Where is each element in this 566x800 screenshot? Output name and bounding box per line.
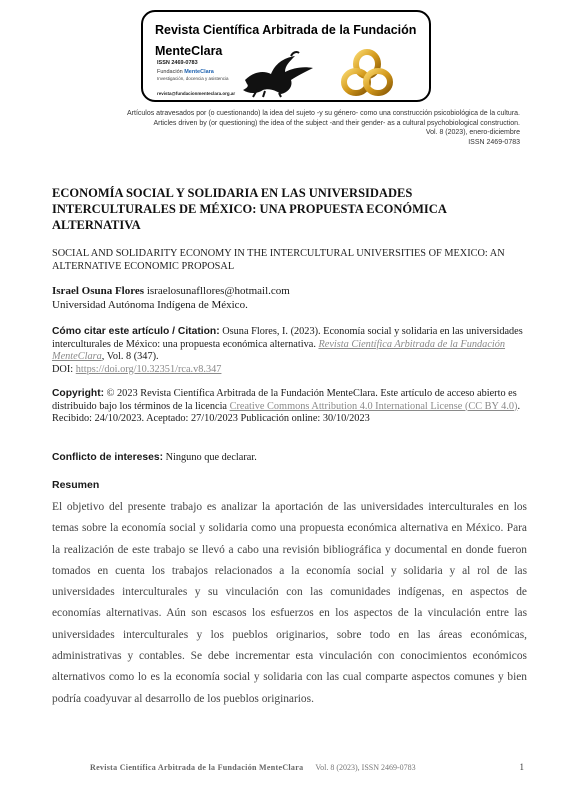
page-footer [90,763,416,772]
pegasus-icon [235,50,317,98]
logo-foundation-prefix: Fundación [157,69,185,75]
running-header-en: Articles driven by (or questioning) the idea of the subject -and their gender- as a cultural psychobiological construction. [153,119,520,127]
article-title-en: SOCIAL AND SOLIDARITY ECONOMY IN THE INTERCULTURAL UNIVERSITIES OF MEXICO: AN ALTERNATIVE ECONOMIC PROPOSAL [52,248,505,272]
citation-journal-link[interactable]: Revista Científica Arbitrada de la Fundación MenteClara [52,338,506,362]
doi-label: DOI: [52,363,74,375]
author-affiliation: Universidad Autónoma Indígena de México. [52,299,248,311]
doi-link[interactable]: https://doi.org/10.32351/rca.v8.347 [75,363,222,375]
running-header-es: Artículos atravesados por (o cuestionando) la idea del sujeto -y su género- como una construcción psicobiológica de la cultura. [127,110,520,117]
page-number: 1 [519,762,524,772]
golden-knot-icon [337,48,397,98]
conflict-of-interest [52,452,257,465]
citation-text: Osuna Flores, I. (2023). Economía social y solidaria en las universidades interculturales de México: una propuesta económica alternativa. [52,326,523,350]
conflict-label: Conflicto de intereses: [52,452,163,463]
citation-block [52,326,527,376]
running-header-issn: ISSN 2469-0783 [468,138,520,146]
logo-issn: ISSN 2469-0783 [157,60,198,66]
running-header [50,109,520,147]
abstract-heading: Resumen [52,479,100,491]
journal-logo [141,10,431,102]
copyright-end: . [517,400,521,412]
logo-foundation-name: MenteClara [184,69,214,75]
copyright-text: © 2023 Revista Científica Arbitrada de la Fundación MenteClara. Este artículo de acceso abierto es distribuido bajo los términos de la licencia [52,388,517,412]
logo-subtitle: Investigación, docencia y asistencia [157,76,229,81]
footer-volume: Vol. 8 (2023), ISSN 2469-0783 [315,763,416,772]
logo-email: revista@fundacionmenteclara.org.ar [157,91,236,96]
logo-title: Revista Científica Arbitrada de la Fundación MenteClara [155,23,417,58]
copyright-label: Copyright: [52,388,105,399]
citation-volume: , Vol. 8 (347). [101,351,159,362]
abstract-text: El objetivo del presente trabajo es analizar la aportación de las universidades interculturales en los temas sobre la economía social y solidaria como una propuesta económica alternativa en México. Para la realización de este trabajo se llevó a cabo una revisión bibliográfica y documental en donde fueron tomados en cuenta los trabajos relacionados a la economía social y solidaria y al rol de las universidades interculturales y su vinculación con las comunidades indígenas, en aspectos de economías alternativas. Aún son escasos los esfuerzos en los aspectos de la vinculación entre las universidades interculturales y los pueblos originarios, sobre todo en las áreas económicas, administrativas y contables. Se debe incrementar esta vinculación con conocimientos económicos alternativos como lo es la economía social y solidaria con las cual comparte aspectos comunes y bien podría coadyuvar al desarrollo de los pueblos originarios. [52,501,527,705]
license-link[interactable]: Creative Commons Attribution 4.0 International License (CC BY 4.0) [229,400,518,412]
citation-label: Cómo citar este artículo / Citation: [52,326,220,337]
article-title-es: ECONOMÍA SOCIAL Y SOLIDARIA EN LAS UNIVERSIDADES INTERCULTURALES DE MÉXICO: UNA PROPUESTA ECONÓMICA ALTERNATIVA [52,186,447,232]
copyright-block [52,388,527,426]
author-line [52,284,290,298]
article-dates: Recibido: 24/10/2023. Aceptado: 27/10/2023 Publicación online: 30/10/2023 [52,413,370,424]
author-email[interactable]: israelosunafllores@hotmail.com [146,285,290,297]
conflict-text: Ninguno que declarar. [165,452,257,463]
footer-journal: Revista Científica Arbitrada de la Fundación MenteClara [90,763,304,772]
running-header-volume: Vol. 8 (2023), enero-diciembre [425,129,520,136]
author-name: Israel Osuna Flores [52,285,145,297]
logo-foundation [157,69,214,75]
